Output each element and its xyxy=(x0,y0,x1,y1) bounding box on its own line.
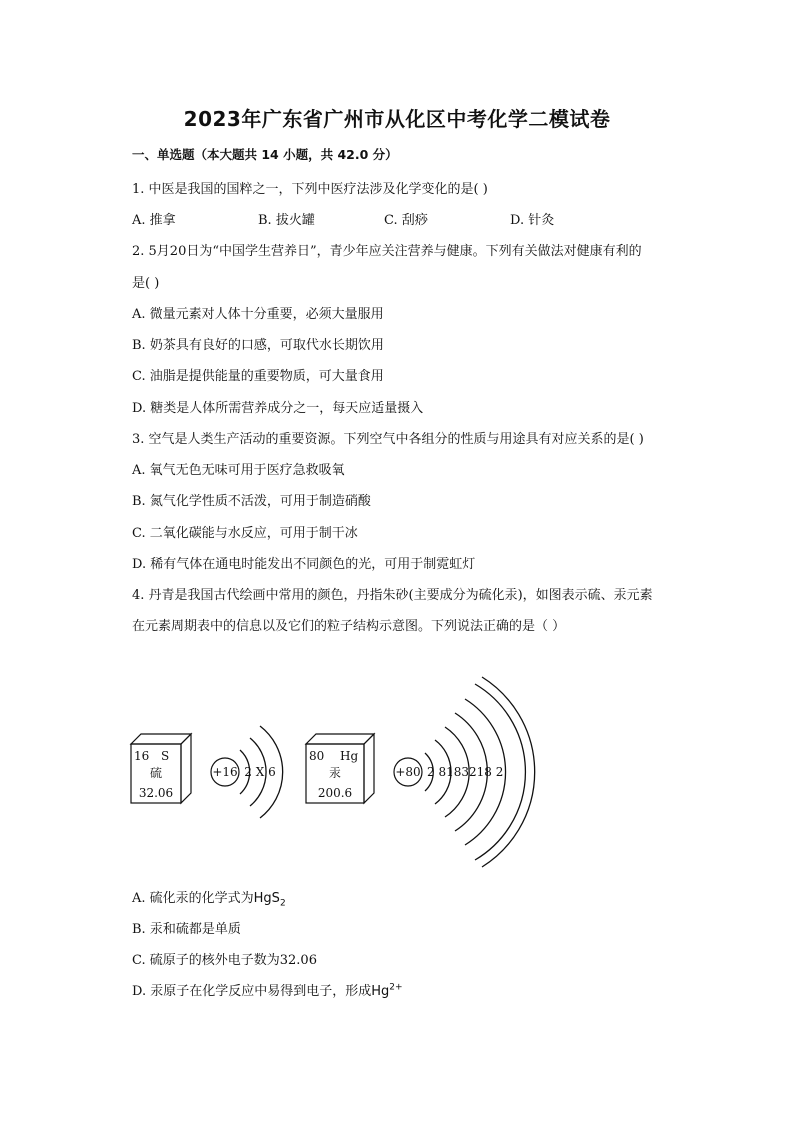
mercury-atomic-number: 80 xyxy=(309,749,325,763)
q2-option-c: C. 油脂是提供能量的重要物质，可大量食用 xyxy=(132,369,384,384)
q2-stem-line2: 是( ) xyxy=(132,276,160,291)
sulfur-atom-diagram xyxy=(211,726,283,818)
q1-stem: 1. 中医是我国的国粹之一，下列中医疗法涉及化学变化的是( ) xyxy=(132,182,488,197)
sulfur-atomic-mass: 32.06 xyxy=(138,786,174,800)
q1-option-d: D. 针灸 xyxy=(510,213,555,228)
q1-option-c: C. 刮痧 xyxy=(384,213,428,228)
q4-option-a xyxy=(132,887,286,909)
q4-option-d xyxy=(132,980,403,999)
q4-option-c: C. 硫原子的核外电子数为32.06 xyxy=(132,953,317,968)
section-heading: 一、单选题（本大题共 14 小题，共 42.0 分） xyxy=(132,147,398,162)
q2-option-b: B. 奶茶具有良好的口感，可取代水长期饮用 xyxy=(132,338,384,353)
mercury-nuclear-charge: +80 xyxy=(395,765,421,779)
q2-option-d: D. 糖类是人体所需营养成分之一，每天应适量摄入 xyxy=(132,401,424,416)
sulfur-symbol: S xyxy=(161,749,170,763)
mercury-element-cube xyxy=(306,734,374,803)
mercury-shell-electrons: 2 8183218 2 xyxy=(427,765,504,779)
q4-option-d-text: D. 汞原子在化学反应中易得到电子，形成 xyxy=(132,984,372,999)
q2-stem-line1: 2. 5月20日为“中国学生营养日”，青少年应关注营养与健康。下列有关做法对健康有利的 xyxy=(132,244,642,259)
page-title: 2023年广东省广州市从化区中考化学二模试卷 xyxy=(183,107,611,131)
mercury-symbol: Hg xyxy=(340,749,359,763)
q4-option-d-formula xyxy=(371,984,402,999)
q4-stem-line2: 在元素周期表中的信息以及它们的粒子结构示意图。下列说法正确的是（ ） xyxy=(132,619,566,634)
q3-option-c: C. 二氧化碳能与水反应，可用于制干冰 xyxy=(132,526,358,541)
q2-option-a: A. 微量元素对人体十分重要，必须大量服用 xyxy=(132,307,384,322)
sulfur-name: 硫 xyxy=(149,766,163,780)
formula-hg: Hg xyxy=(371,984,390,999)
atomic-structure-figure xyxy=(120,675,660,870)
q3-option-d: D. 稀有气体在通电时能发出不同颜色的光，可用于制霓虹灯 xyxy=(132,557,476,572)
mercury-atomic-mass: 200.6 xyxy=(317,786,353,800)
q4-option-a-text: A. 硫化汞的化学式为 xyxy=(132,891,254,906)
formula-hgs: HgS xyxy=(253,891,280,906)
sulfur-nuclear-charge: +16 xyxy=(212,765,238,779)
q4-option-b: B. 汞和硫都是单质 xyxy=(132,922,241,937)
formula-superscript: 2+ xyxy=(389,982,403,993)
q4-stem-line1: 4. 丹青是我国古代绘画中常用的颜色，丹指朱砂(主要成分为硫化汞)，如图表示硫、汞元素 xyxy=(132,588,653,603)
mercury-atom-diagram xyxy=(394,677,535,867)
sulfur-element-cube xyxy=(131,734,191,803)
mercury-name: 汞 xyxy=(328,766,342,780)
q3-stem: 3. 空气是人类生产活动的重要资源。下列空气中各组分的性质与用途具有对应关系的是( ) xyxy=(132,432,644,447)
q1-option-a: A. 推拿 xyxy=(132,213,176,228)
q1-option-b: B. 拔火罐 xyxy=(258,213,315,228)
formula-subscript: 2 xyxy=(279,898,286,909)
sulfur-shell-electrons: 2 X 6 xyxy=(244,765,276,779)
sulfur-atomic-number: 16 xyxy=(134,749,150,763)
q4-option-a-formula xyxy=(253,891,286,909)
q3-option-a: A. 氧气无色无味可用于医疗急救吸氧 xyxy=(132,463,345,478)
q3-option-b: B. 氮气化学性质不活泼，可用于制造硝酸 xyxy=(132,494,371,509)
